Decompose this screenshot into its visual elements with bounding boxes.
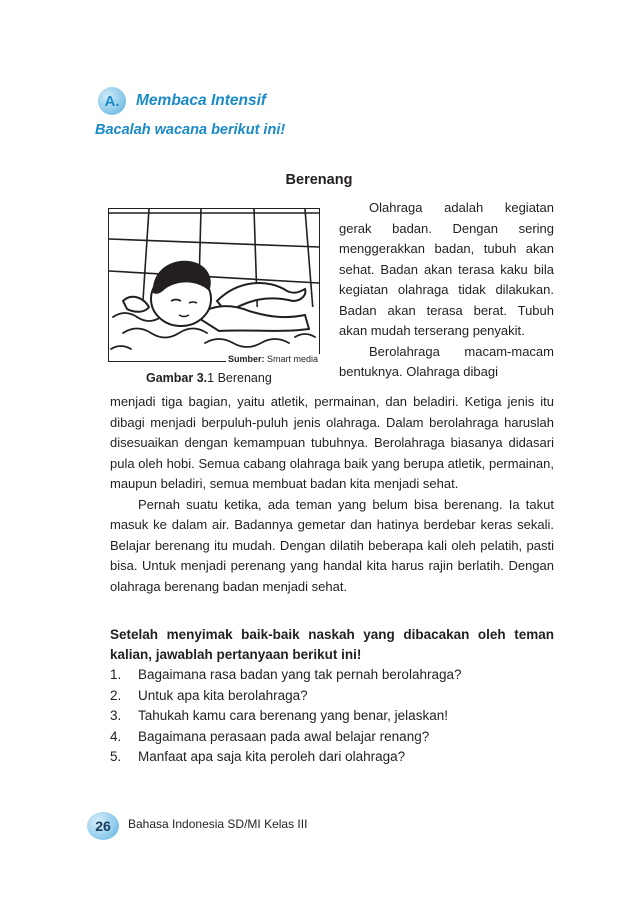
question-item: [110, 706, 554, 727]
section-letter-badge: A.: [98, 87, 126, 115]
page-number: 26: [87, 812, 119, 840]
question-text: Bagaimana perasaan pada awal belajar renang?: [138, 728, 430, 744]
figure-source: [226, 354, 320, 364]
question-list: [110, 665, 554, 768]
source-label: Sumber:: [228, 354, 265, 364]
story-title: Berenang: [285, 172, 353, 188]
caption-text: 1 Berenang: [207, 371, 272, 385]
section-heading: [98, 87, 266, 115]
story-paragraph-3: Pernah suatu ketika, ada teman yang belum bisa berenang. Ia takut masuk ke dalam air. Badannya gemetar dan hatinya berdebar keras sekali. Belajar berenang itu mudah. Dengan dilatih beberapa kali oleh pelatih, pasti bisa. Untuk menjadi perenang yang handal kita harus rajin berlatih. Dengan olahraga berenang badan menjadi sehat.: [110, 496, 554, 594]
questions-heading: Setelah menyimak baik-baik naskah yang dibacakan oleh teman kalian, jawablah pertanyaan berikut ini!: [110, 627, 554, 662]
book-title: Bahasa Indonesia SD/MI Kelas III: [128, 817, 308, 831]
question-text: Tahukah kamu cara berenang yang benar, jelaskan!: [138, 708, 448, 723]
question-text: Untuk apa kita berolahraga?: [138, 687, 308, 703]
reading-instruction: Bacalah wacana berikut ini!: [95, 122, 286, 138]
question-item: [110, 665, 554, 686]
swimming-boy-drawing: [109, 209, 319, 361]
question-item: [110, 747, 554, 768]
story-paragraph-2-rest: menjadi tiga bagian, yaitu atletik, permainan, dan beladiri. Ketiga jenis itu dibagi menjadi berpuluh-puluh jenis olahraga. Dalam berolahraga haruslah disesuaikan dengan kemampuan tubuhnya. Berolahraga biasanya didasari pula oleh hobi. Semua cabang olahraga baik yang berupa atletik, permainan, maupun beladiri, semua membuat badan kita menjadi sehat.: [110, 394, 554, 491]
source-value: Smart media: [267, 354, 319, 364]
question-text: Manfaat apa saja kita peroleh dari olahraga?: [138, 749, 406, 764]
story-body: [110, 392, 554, 597]
caption-label: Gambar 3.: [146, 371, 208, 385]
question-item: [110, 686, 554, 707]
section-title: Membaca Intensif: [136, 92, 267, 109]
story-right-column: [339, 198, 554, 383]
question-number: 1.: [110, 667, 122, 682]
figure-caption: [146, 371, 272, 385]
story-paragraph-1: Olahraga adalah kegiatan gerak badan. Dengan sering menggerakkan badan, tubuh akan sehat. Badan akan terasa kaku bila kegiatan olahraga tidak dilakukan. Badan akan terasa berat. Tubuh akan mudah terserang penyakit.: [339, 200, 554, 338]
question-text: Bagaimana rasa badan yang tak pernah berolahraga?: [138, 667, 462, 682]
question-number: 3.: [110, 708, 122, 723]
question-number: 5.: [110, 749, 122, 764]
question-item: [110, 727, 554, 748]
story-paragraph-2-start: Berolahraga macam-macam bentuknya. Olahraga dibagi: [339, 343, 554, 379]
swimmer-illustration: [108, 208, 320, 362]
question-number: 2.: [110, 687, 122, 703]
question-number: 4.: [110, 728, 122, 744]
